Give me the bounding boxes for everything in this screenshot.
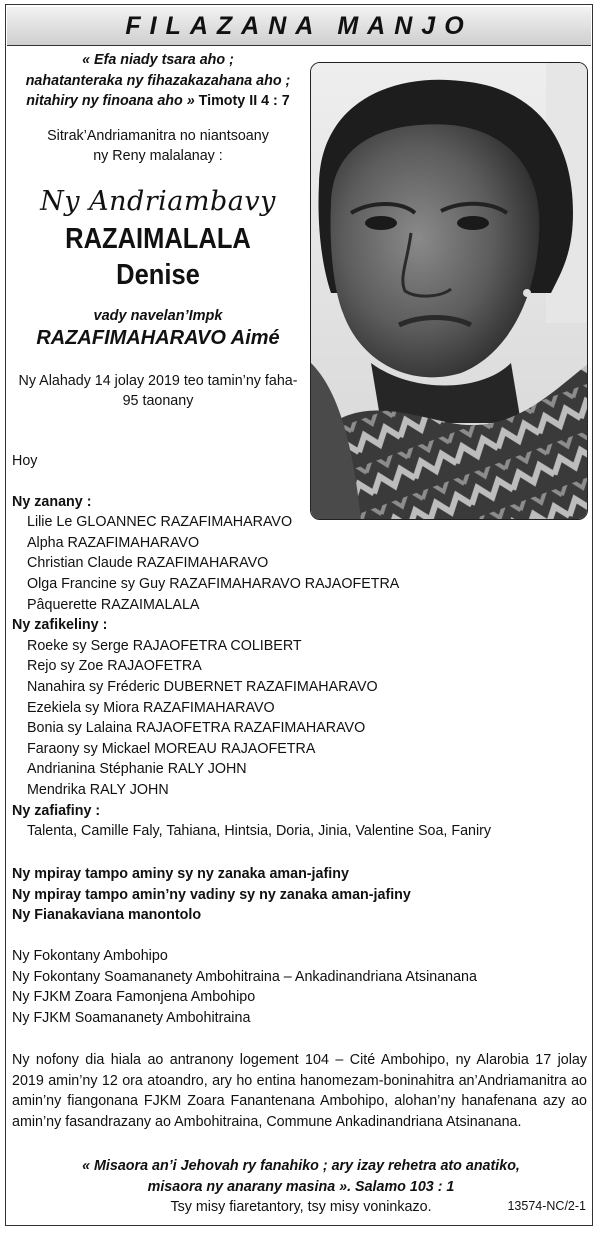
- spouse-label: vady navelan’Ітрk: [93, 307, 223, 324]
- list-item: Lilie Le GLOANNEC RAZAFIMAHARAVO: [27, 514, 293, 531]
- closing-section: [12, 1156, 590, 1218]
- closing-note: Tsy misy fiaretantory, tsy misy voninkazo.: [170, 1199, 432, 1216]
- death-date: [12, 371, 304, 411]
- verse-line-3: [12, 91, 304, 112]
- funeral-announcement: Ny nofony dia hiala ao antranony logement 104 – Cité Ambohipo, ny Alarobia 17 jolay 2019 amin’ny 12 ora atoandro, ary ho entina hanomezam-boninahitra an’Andriamanitra ao amin’ny fiangonana FJKM Zoara Fanantenana Ambohipo, alohan’ny hanafenana azy ao amin’ny fasandrazany ao Ambohitraina, Commune Ankadinandriana Atsinanana.: [12, 1052, 587, 1130]
- list-item: Nanahira sy Fréderic DUBERNET RAZAFIMAHARAVO: [27, 678, 378, 695]
- relatives-line: Ny Fianakaviana manontolo: [12, 907, 202, 924]
- intro-column: [12, 48, 304, 411]
- list-item: Alpha RAZAFIMAHARAVO: [27, 534, 200, 551]
- list-item: Rejo sy Zoe RAJAOFETRA: [27, 658, 202, 675]
- deceased-surname: RAZAIMALALA: [65, 222, 251, 255]
- death-line-2: 95 taonany: [122, 392, 194, 409]
- list-item: Roeke sy Serge RAJAOFETRA COLIBERT: [27, 637, 302, 654]
- hoy-text: Hoy: [12, 453, 38, 469]
- family-section: [12, 451, 590, 842]
- bible-verse: [12, 50, 304, 112]
- relatives-section: [12, 864, 590, 926]
- list-item: Bonia sy Lalaina RAJAOFETRA RAZAFIMAHARAVO: [27, 720, 366, 737]
- list-item: Mendrika RALY JOHN: [27, 781, 169, 798]
- children-label: Ny zanany :: [12, 493, 92, 510]
- list-item: Olga Francine sy Guy RAZAFIMAHARAVO RAJAOFETRA: [27, 575, 400, 592]
- community-line: Ny Fokontany Ambohipo: [12, 948, 168, 964]
- reference-number: 13574-NC/2-1: [507, 1199, 586, 1213]
- closing-quote-1: « Misaora an’i Jehovah ry fanahiko ; ary izay rehetra ato anatiko,: [82, 1158, 520, 1174]
- list-item: Ezekiela sy Miora RAZAFIMAHARAVO: [27, 699, 275, 716]
- list-item: Faraony sy Mickael MOREAU RAJAOFETRA: [27, 740, 316, 757]
- list-item: Pâquerette RAZAIMALALA: [27, 596, 200, 613]
- closing-quote-2: misaora ny anarany masina ». Salamo 103 : 1: [147, 1178, 455, 1195]
- great-grandchildren-list: Talenta, Camille Faly, Tahiana, Hintsia, Doria, Jinia, Valentine Soa, Faniry: [27, 823, 492, 840]
- intro-text: [12, 126, 304, 166]
- great-grandchildren-label: Ny zafiafiny :: [12, 802, 101, 819]
- relatives-line: Ny mpiray tampo aminy sy ny zanaka aman-jafiny: [12, 866, 349, 882]
- list-item: Christian Claude RAZAFIMAHARAVO: [27, 555, 269, 572]
- intro-line-1: Sitrak’Andriamanitra no niantsoany: [47, 127, 269, 144]
- verse-reference: Timoty II 4 : 7: [194, 93, 290, 109]
- community-line: Ny FJKM Zoara Famonjena Ambohipo: [12, 989, 256, 1006]
- list-item: Andrianina Stéphanie RALY JOHN: [27, 761, 247, 778]
- verse-line-2: nahatanteraka ny fihazakazahana aho ;: [25, 72, 291, 89]
- header-banner: [7, 7, 591, 46]
- verse-line-3-text: nitahiry ny finoana aho »: [26, 93, 195, 109]
- deceased-firstname: Denise: [116, 258, 200, 291]
- grandchildren-label: Ny zafikeliny :: [12, 617, 108, 634]
- community-line: Ny Fokontany Soamananety Ambohitraina – Ankadinandriana Atsinanana: [12, 968, 477, 985]
- spouse-name: RAZAFIMAHARAVO Aimé: [36, 326, 280, 349]
- verse-line-1: « Efa niady tsara aho ;: [82, 52, 234, 68]
- header-title: FILAZANA MANJO: [125, 11, 473, 40]
- death-line-1: Ny Alahady 14 jolay 2019 teo tamin’ny faha-: [18, 372, 298, 389]
- communities-section: [12, 946, 590, 1028]
- relatives-line: Ny mpiray tampo amin’ny vadiny sy ny zanaka aman-jafiny: [12, 886, 411, 903]
- honorific-title: Ny Andriambavy: [40, 185, 276, 217]
- community-line: Ny FJKM Soamananety Ambohitraina: [12, 1009, 251, 1026]
- intro-line-2: ny Reny malalanay :: [93, 147, 223, 164]
